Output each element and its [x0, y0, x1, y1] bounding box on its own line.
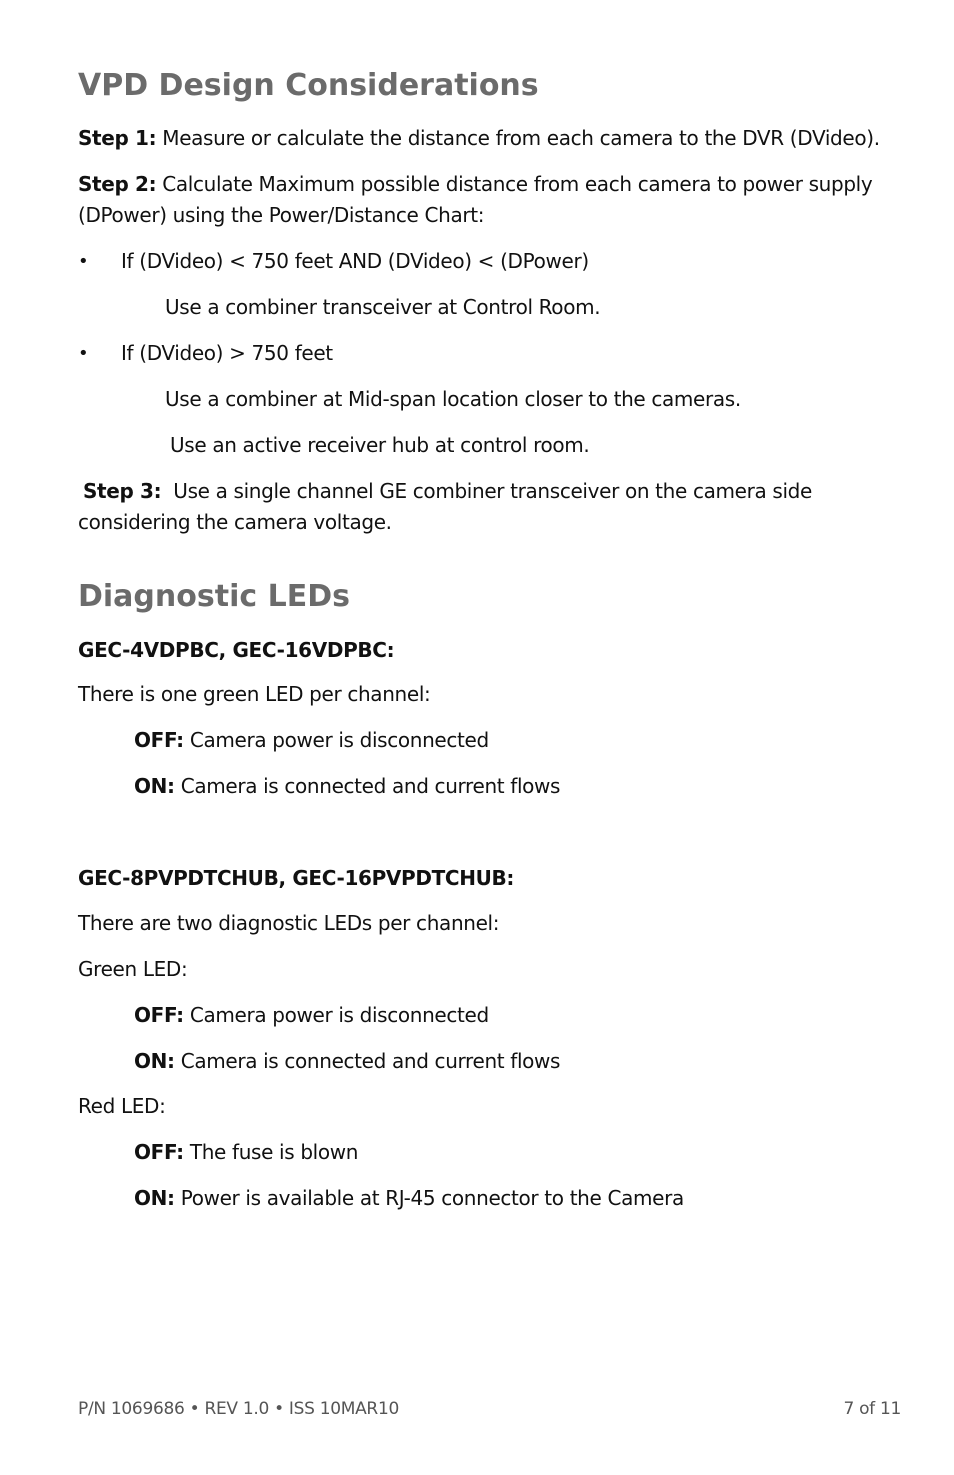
red-off-line — [134, 1137, 358, 1168]
section-title-vpd: VPD Design Considerations — [78, 68, 539, 103]
group2-intro: There are two diagnostic LEDs per channel: — [78, 911, 500, 935]
off-label: OFF: — [134, 1003, 184, 1027]
step1-text: Measure or calculate the distance from each camera to the DVR (DVideo). — [156, 126, 880, 150]
bullet2-text: If (DVideo) > 750 feet — [121, 341, 333, 365]
on-text: Camera is connected and current flows — [174, 1049, 561, 1073]
bullet-marker: • — [78, 251, 89, 272]
off-label: OFF: — [134, 1140, 184, 1164]
step3-label: Step 3: — [83, 479, 162, 503]
step2-paragraph — [78, 169, 872, 200]
green-off-line — [134, 1000, 489, 1031]
group1-on-line — [134, 771, 560, 802]
red-on-line — [134, 1183, 684, 1214]
green-led-label: Green LED: — [78, 957, 188, 981]
step3-text-line2: considering the camera voltage. — [78, 510, 392, 534]
on-label: ON: — [134, 774, 175, 798]
step1-label: Step 1: — [78, 126, 157, 150]
section-title-diagnostic-leds: Diagnostic LEDs — [78, 579, 350, 614]
off-label: OFF: — [134, 728, 184, 752]
group1-off-line — [134, 725, 489, 756]
green-on-line — [134, 1046, 560, 1077]
step3-paragraph — [83, 476, 812, 507]
on-label: ON: — [134, 1049, 175, 1073]
footer-page-number: 7 of 11 — [843, 1399, 901, 1419]
group2-models: GEC-8PVPDTCHUB, GEC-16PVPDTCHUB: — [78, 866, 515, 890]
step2-label: Step 2: — [78, 172, 157, 196]
bullet1-subtext: Use a combiner transceiver at Control Room. — [165, 295, 601, 319]
off-text: Camera power is disconnected — [183, 1003, 489, 1027]
group1-models: GEC-4VDPBC, GEC-16VDPBC: — [78, 638, 395, 662]
bullet2-subtext2: Use an active receiver hub at control room. — [170, 433, 590, 457]
off-text: The fuse is blown — [183, 1140, 359, 1164]
step2-text-line1: Calculate Maximum possible distance from each camera to power supply — [156, 172, 873, 196]
on-text: Camera is connected and current flows — [174, 774, 561, 798]
footer-document-id: P/N 1069686 • REV 1.0 • ISS 10MAR10 — [78, 1399, 399, 1419]
bullet1-text: If (DVideo) < 750 feet AND (DVideo) < (DPower) — [121, 249, 589, 273]
group1-intro: There is one green LED per channel: — [78, 682, 431, 706]
red-led-label: Red LED: — [78, 1094, 166, 1118]
on-text: Power is available at RJ-45 connector to the Camera — [174, 1186, 684, 1210]
bullet2-subtext1: Use a combiner at Mid-span location closer to the cameras. — [165, 387, 741, 411]
step2-text-line2: (DPower) using the Power/Distance Chart: — [78, 203, 485, 227]
bullet-marker: • — [78, 343, 89, 364]
step1-paragraph — [78, 123, 880, 154]
step3-text-line1: Use a single channel GE combiner transceiver on the camera side — [161, 479, 812, 503]
off-text: Camera power is disconnected — [183, 728, 489, 752]
on-label: ON: — [134, 1186, 175, 1210]
